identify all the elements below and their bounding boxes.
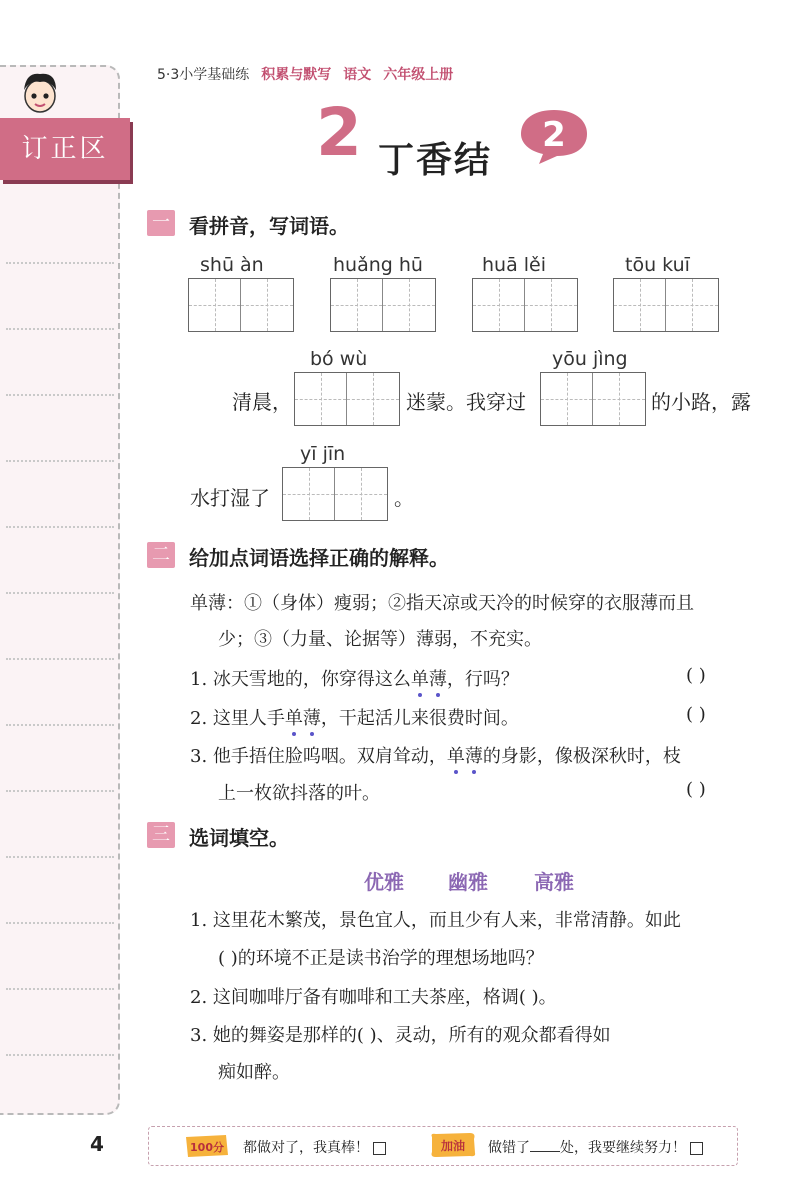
- book-name: 积累与默写: [261, 67, 332, 83]
- section-badge: 一: [147, 210, 175, 236]
- question-text: 这里人手: [212, 708, 285, 729]
- ruled-line: [6, 394, 114, 396]
- question-text: 冰天雪地的，你穿得这么: [212, 669, 411, 690]
- pinyin-label: shū àn: [200, 254, 264, 276]
- emphasis-dot: [418, 693, 422, 697]
- fill-blank-text[interactable]: 她的舞姿是那样的( )、灵动，所有的观众都看得如: [212, 1025, 611, 1046]
- series-name: 5·3小学基础练: [157, 67, 250, 83]
- answer-paren[interactable]: ( ): [686, 779, 706, 800]
- answer-paren[interactable]: ( ): [686, 665, 706, 686]
- section-title: 选词填空。: [189, 826, 289, 850]
- question-text: 他手捂住脸呜咽。双肩耸动，: [212, 746, 447, 767]
- section-badge: 三: [147, 822, 175, 848]
- ruled-line: [6, 460, 114, 462]
- emphasized-word: 单薄: [285, 708, 321, 729]
- footer-text-cheer: 做错了 处，我要继续努力！: [488, 1137, 703, 1157]
- correction-tab: 订正区: [0, 118, 130, 180]
- running-header: [157, 64, 453, 84]
- mascot-icon: [16, 66, 64, 116]
- pinyin-label: bó wù: [310, 348, 368, 370]
- svg-text:加油: 加油: [440, 1139, 466, 1153]
- question-number: 1.: [190, 669, 208, 690]
- emphasis-dot: [472, 770, 476, 774]
- question-number: 2.: [190, 708, 208, 729]
- ruled-line: [6, 1054, 114, 1056]
- question-number: 1.: [190, 910, 208, 931]
- pinyin-label: huǎng hū: [333, 254, 423, 276]
- question-row: 1. 冰天雪地的，你穿得这么单薄 ，行吗？: [190, 665, 519, 691]
- question-row: [190, 1021, 611, 1047]
- pinyin-label: yī jīn: [300, 443, 346, 465]
- question-row: [190, 906, 681, 932]
- writing-grid[interactable]: [472, 278, 578, 332]
- sentence-text: 迷蒙。我穿过: [406, 390, 526, 414]
- writing-grid[interactable]: [282, 467, 388, 521]
- ruled-line: [6, 724, 114, 726]
- section-title: 看拼音，写词语。: [189, 214, 349, 238]
- grade-name: 六年级上册: [383, 67, 454, 83]
- definition-text: 少；③（力量、论据等）薄弱，不充实。: [218, 629, 542, 650]
- fill-blank-text[interactable]: 这间咖啡厅备有咖啡和工夫茶座，格调( )。: [212, 987, 557, 1008]
- emphasis-dot: [436, 693, 440, 697]
- question-number: 3.: [190, 746, 208, 767]
- sentence-text: 水打湿了: [190, 486, 270, 510]
- question-row: 3. 他手捂住脸呜咽。双肩耸动，单薄 的身影，像极深秋时，枝: [190, 742, 681, 768]
- writing-grid[interactable]: [540, 372, 646, 426]
- ruled-line: [6, 922, 114, 924]
- ruled-line: [6, 790, 114, 792]
- checkbox-full-score[interactable]: [373, 1142, 386, 1155]
- sentence-text: 的小路，露: [651, 390, 751, 414]
- pinyin-label: huā lěi: [482, 254, 547, 276]
- ruled-line: [6, 592, 114, 594]
- cheer-badge-icon: [428, 1131, 478, 1159]
- writing-grid[interactable]: [613, 278, 719, 332]
- svg-text:100分: 100分: [190, 1141, 224, 1154]
- fill-blank-text[interactable]: ( )的环境不正是读书治学的理想场地吗？: [218, 948, 544, 969]
- bubble-number: 2: [542, 115, 566, 155]
- writing-grid[interactable]: [188, 278, 294, 332]
- word-choice: 优雅: [364, 870, 404, 894]
- question-text: 痴如醉。: [218, 1062, 290, 1083]
- emphasized-word: 单薄: [447, 746, 483, 767]
- ruled-line: [6, 658, 114, 660]
- emphasis-dot: [310, 732, 314, 736]
- footer-text-full: 都做对了，我真棒！: [243, 1137, 386, 1157]
- emphasis-dot: [454, 770, 458, 774]
- question-row: 2. 这里人手单薄 ，干起活儿来很费时间。: [190, 704, 519, 730]
- answer-paren[interactable]: ( ): [686, 704, 706, 725]
- question-text: 上一枚欲抖落的叶。: [218, 783, 380, 804]
- writing-grid[interactable]: [330, 278, 436, 332]
- word-choice: 高雅: [534, 870, 574, 894]
- question-text: 这里花木繁茂，景色宜人，而且少有人来，非常清静。如此: [212, 910, 681, 931]
- question-row: [190, 983, 557, 1009]
- emphasized-word: 单薄: [411, 669, 447, 690]
- word-choice: 幽雅: [448, 870, 488, 894]
- lesson-title: 丁香结: [378, 140, 493, 181]
- ruled-line: [6, 856, 114, 858]
- writing-grid[interactable]: [294, 372, 400, 426]
- section-title: 给加点词语选择正确的解释。: [189, 546, 449, 570]
- error-count-blank[interactable]: [530, 1151, 560, 1152]
- pinyin-label: yōu jìng: [552, 348, 628, 370]
- pinyin-label: tōu kuī: [625, 254, 690, 276]
- subject-name: 语文: [343, 67, 372, 83]
- lesson-number: 2: [316, 94, 362, 171]
- hundred-score-badge-icon: [182, 1133, 230, 1159]
- ruled-line: [6, 988, 114, 990]
- ruled-line: [6, 328, 114, 330]
- checkbox-keep-trying[interactable]: [690, 1142, 703, 1155]
- ruled-line: [6, 526, 114, 528]
- definition-text: 单薄：①（身体）瘦弱；②指天凉或天冷的时候穿的衣服薄而且: [190, 593, 694, 614]
- question-number: 2.: [190, 987, 208, 1008]
- sentence-text: 清晨，: [232, 390, 292, 414]
- section-badge: 二: [147, 542, 175, 568]
- emphasis-dot: [292, 732, 296, 736]
- ruled-line: [6, 262, 114, 264]
- page-number: 4: [90, 1132, 104, 1156]
- correction-panel: [0, 65, 120, 1115]
- sentence-text: 。: [394, 486, 414, 510]
- question-number: 3.: [190, 1025, 208, 1046]
- speech-bubble-icon: [517, 106, 591, 166]
